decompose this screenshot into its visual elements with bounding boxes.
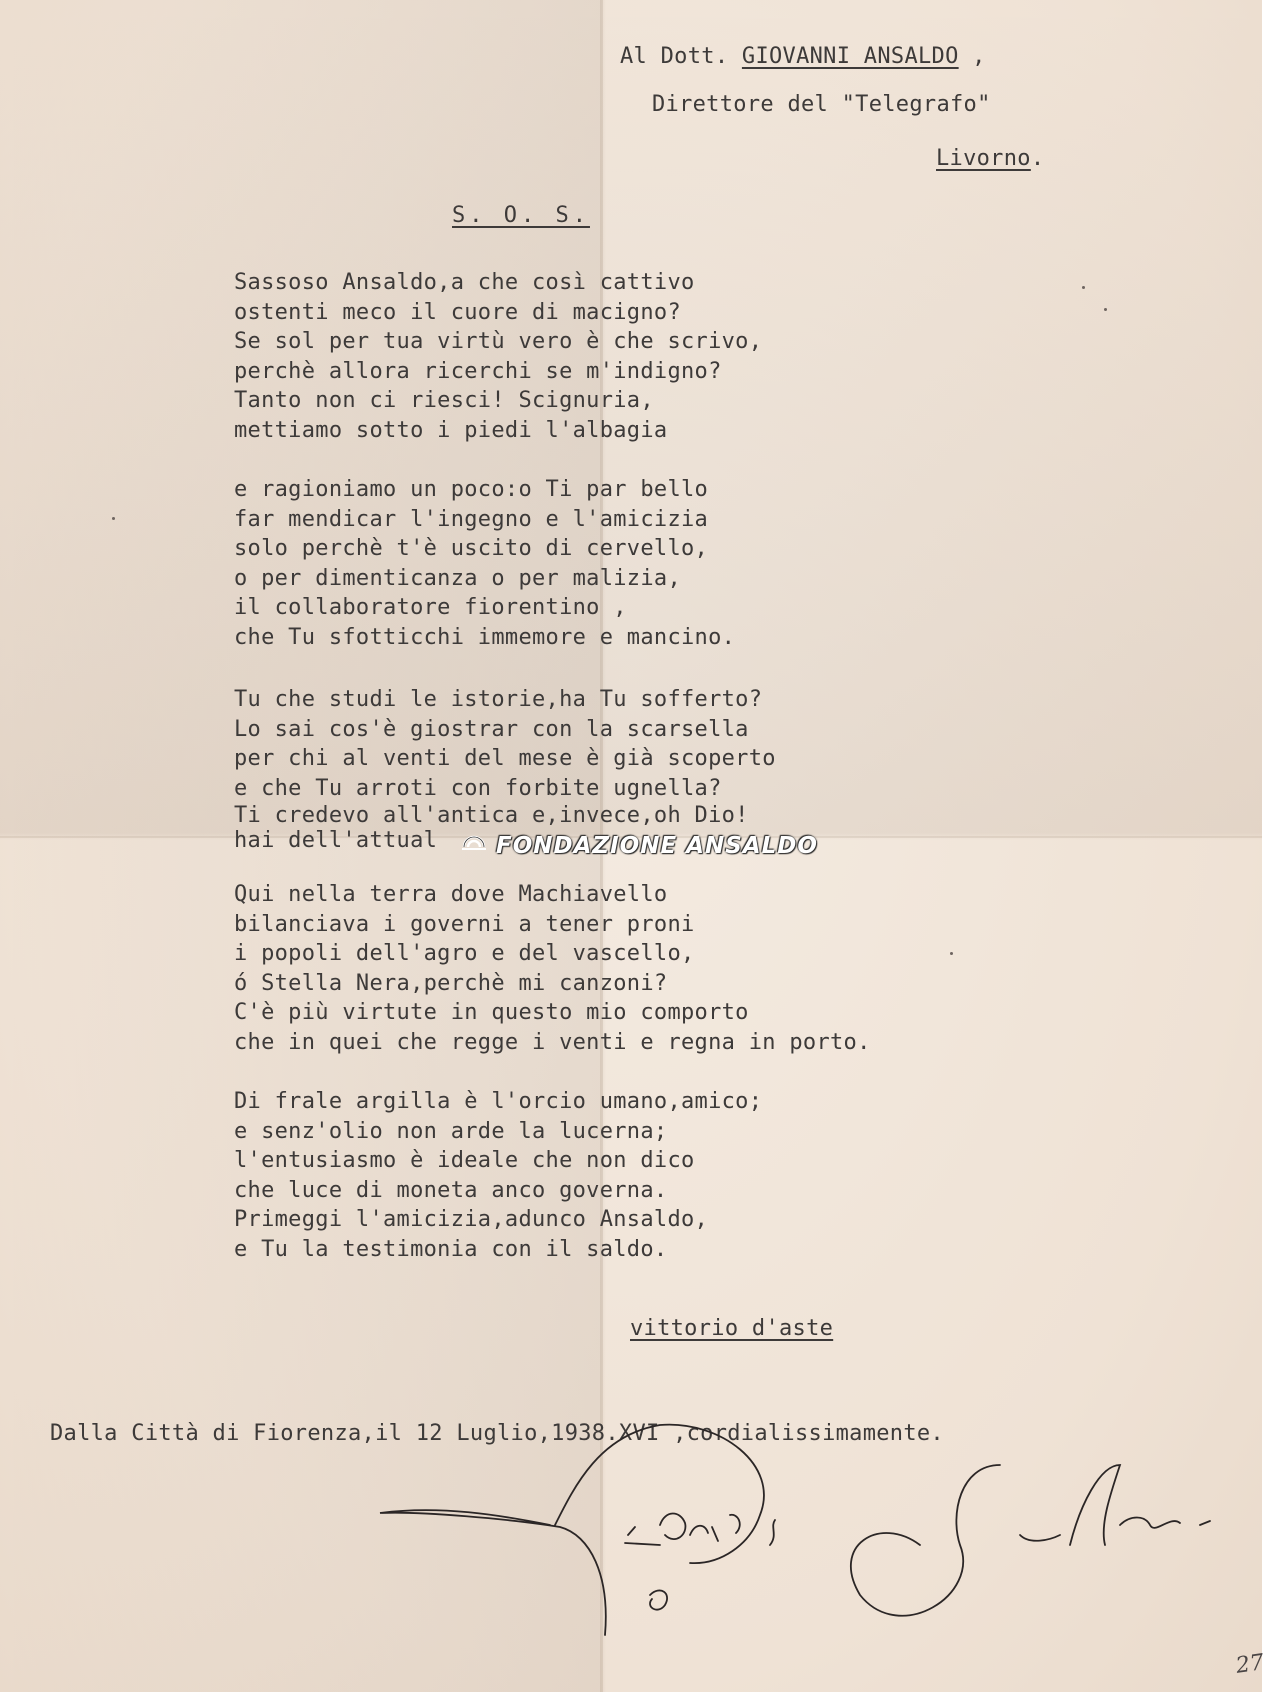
recipient-suffix: , xyxy=(958,44,986,69)
closing-dateline: Dalla Città di Fiorenza,il 12 Luglio,1938.XVI ,cordialissimamente. xyxy=(50,1421,944,1446)
poem-line: hai dell'attual xyxy=(234,828,438,853)
poem-line: far mendicar l'ingegno e l'amicizia xyxy=(234,506,709,532)
poem-line: solo perchè t'è uscito di cervello, xyxy=(234,536,709,561)
poem-line: ostenti meco il cuore di macigno? xyxy=(234,299,681,325)
ink-dot xyxy=(950,952,953,955)
poem-line: mettiamo sotto i piedi l'albagia xyxy=(234,417,668,443)
poem-line: Qui nella terra dove Machiavello xyxy=(234,882,668,907)
poem-line: Sassoso Ansaldo,a che così cattivo xyxy=(234,270,695,295)
poem-stanza-4 xyxy=(234,880,871,1057)
page-number: 27 xyxy=(1234,1650,1266,1679)
poem-line: ó Stella Nera,perchè mi canzoni? xyxy=(234,970,668,996)
recipient-prefix: Al Dott. xyxy=(620,44,742,69)
poem-line: l'entusiasmo è ideale che non dico xyxy=(234,1148,695,1173)
poem-line: C'è più virtute in questo mio comporto xyxy=(234,1000,749,1025)
poem-line: e Tu la testimonia con il saldo. xyxy=(234,1236,668,1262)
poem-line: e senz'olio non arde la lucerna; xyxy=(234,1118,668,1144)
poem-line: che in quei che regge i venti e regna in porto. xyxy=(234,1029,871,1055)
ink-dot xyxy=(1104,308,1107,311)
poem-line: Primeggi l'amicizia,adunco Ansaldo, xyxy=(234,1207,709,1232)
recipient-city: Livorno xyxy=(936,146,1031,171)
watermark-text: FONDAZIONE ANSALDO xyxy=(496,833,818,859)
poem-line: perchè allora ricerchi se m'indigno? xyxy=(234,358,722,384)
poem-line: Tanto non ci riesci! Scignuria, xyxy=(234,388,654,413)
recipient-city-line xyxy=(936,146,1044,171)
poem-line: che Tu sfotticchi immemore e mancino. xyxy=(234,624,736,650)
poem-line: per chi al venti del mese è già scoperto xyxy=(234,746,776,771)
ink-dot xyxy=(112,517,115,520)
handwritten-signature xyxy=(360,1395,1260,1655)
poem-title: S. O. S. xyxy=(452,203,590,228)
recipient-line xyxy=(620,44,986,69)
recipient-city-suffix: . xyxy=(1030,146,1045,171)
poem-line: Ti credevo all'antica e,invece,oh Dio! xyxy=(234,803,749,828)
recipient-name: GIOVANNI ANSALDO xyxy=(741,44,959,69)
typed-author-name: vittorio d'aste xyxy=(630,1316,834,1341)
poem-line: Tu che studi le istorie,ha Tu sofferto? xyxy=(234,687,763,712)
poem-line: bilanciava i governi a tener proni xyxy=(234,911,695,937)
poem-line: i popoli dell'agro e del vascello, xyxy=(234,941,695,966)
poem-stanza-3 xyxy=(234,685,776,853)
poem-line: e che Tu arroti con forbite ugnella? xyxy=(234,775,722,801)
poem-line: che luce di moneta anco governa. xyxy=(234,1177,668,1203)
poem-stanza-5 xyxy=(234,1087,762,1264)
poem-line: il collaboratore fiorentino , xyxy=(234,595,627,620)
poem-stanza-1 xyxy=(234,268,762,445)
poem-line: Lo sai cos'è giostrar con la scarsella xyxy=(234,716,749,742)
ink-dot xyxy=(1082,286,1085,289)
poem-stanza-2 xyxy=(234,475,735,652)
foundation-logo-icon xyxy=(460,833,488,861)
recipient-position: Direttore del "Telegrafo" xyxy=(652,92,991,117)
poem-line: e ragioniamo un poco:o Ti par bello xyxy=(234,477,709,502)
poem-line: Di frale argilla è l'orcio umano,amico; xyxy=(234,1089,763,1114)
poem-line: Se sol per tua virtù vero è che scrivo, xyxy=(234,329,763,354)
poem-line: o per dimenticanza o per malizia, xyxy=(234,565,681,591)
